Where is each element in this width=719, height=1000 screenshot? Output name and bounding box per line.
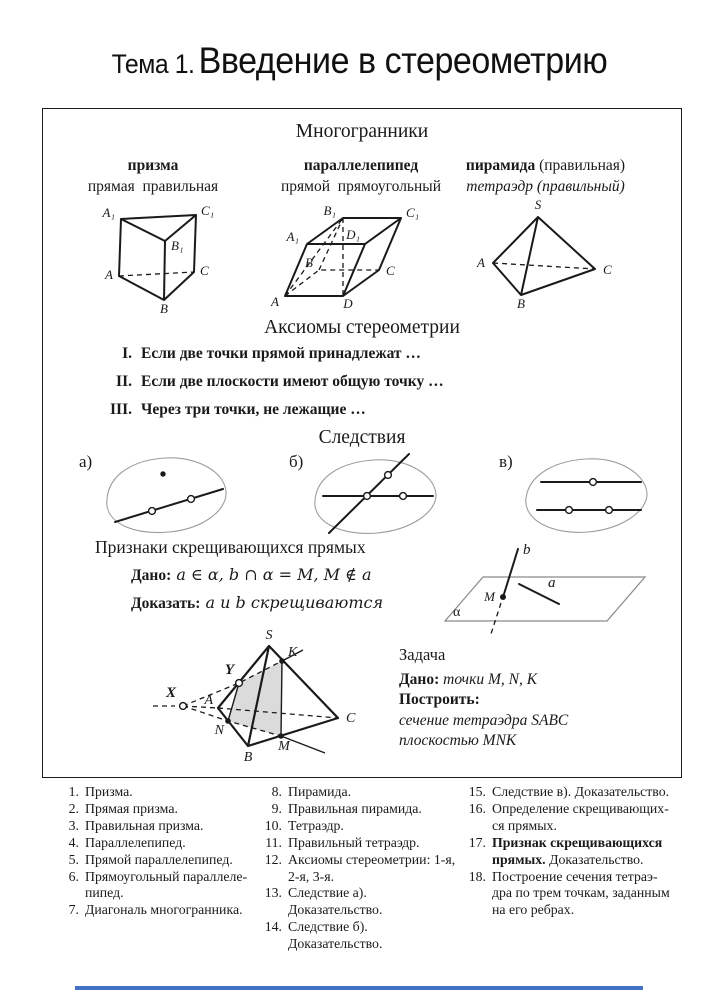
point-on-line bbox=[566, 507, 573, 514]
content-box bbox=[42, 108, 682, 778]
line-b-label: b bbox=[523, 542, 531, 558]
axiom-number: II. bbox=[116, 373, 132, 390]
point-label-k: K bbox=[288, 645, 298, 660]
intersection-point bbox=[364, 493, 371, 500]
corollary-b-figure bbox=[281, 443, 481, 545]
column-header-prism bbox=[58, 155, 248, 197]
skew-given bbox=[131, 565, 372, 585]
page-title-prefix: Тема 1. bbox=[111, 49, 195, 79]
parallelepiped-figure bbox=[269, 204, 429, 314]
list-item: 11. Правильный тетраэдр. bbox=[265, 834, 420, 850]
axiom-item bbox=[98, 345, 444, 373]
skew-prove bbox=[131, 593, 383, 613]
prism-subtitle: прямая правильная bbox=[87, 178, 219, 195]
point-x bbox=[180, 703, 187, 710]
task-given-text: точки M, N, K bbox=[439, 670, 538, 688]
vertex-label: D bbox=[343, 296, 353, 311]
point-label-y: Y bbox=[224, 662, 234, 678]
corollary-c bbox=[491, 443, 691, 545]
corollary-a-label: а) bbox=[79, 452, 93, 471]
vertex-label-a: A bbox=[204, 693, 213, 708]
parallelepiped-name: параллелепипед bbox=[303, 157, 419, 174]
skew-heading: Признаки скрещивающихся прямых bbox=[95, 537, 366, 557]
task-construct-label: Построить: bbox=[399, 691, 480, 708]
point-on-line bbox=[188, 496, 195, 503]
axiom-number: I. bbox=[122, 345, 132, 362]
section-plane-mnk bbox=[228, 661, 282, 736]
task-construct-line2: плоскостью MNK bbox=[399, 732, 517, 749]
axiom-text: Через три точки, не лежащие … bbox=[141, 401, 366, 418]
section-construction-figure bbox=[139, 629, 379, 774]
point-y bbox=[236, 680, 243, 687]
vertex-label-s: S bbox=[265, 628, 273, 643]
outline-column-2 bbox=[258, 784, 460, 953]
point-m-label: M bbox=[484, 589, 495, 604]
polyhedra-heading: Многогранники bbox=[295, 121, 429, 142]
vertex-label: B bbox=[517, 296, 525, 311]
point-m bbox=[278, 733, 284, 739]
column-header-parallelepiped bbox=[266, 155, 456, 197]
task-given-label: Дано: bbox=[399, 670, 440, 688]
prism-edges bbox=[119, 215, 196, 300]
footer-rule bbox=[75, 986, 643, 990]
task-heading: Задача bbox=[399, 645, 446, 664]
vertex-label: B bbox=[305, 255, 313, 270]
vertex-label: A₁ bbox=[286, 229, 299, 244]
page-title-main: Введение в стереометрию bbox=[198, 40, 608, 81]
list-item: 12. Аксиомы стереометрии: 1-я, 2-я, 3-я. bbox=[264, 851, 456, 884]
vertex-label: B₁ bbox=[171, 238, 184, 253]
pyramid-subtitle: тетраэдр (правильный) bbox=[466, 178, 625, 195]
prove-math: a и b скрещиваются bbox=[200, 593, 384, 612]
parallelepiped-subtitle: прямой прямоугольный bbox=[281, 178, 441, 195]
line-a-label: a bbox=[548, 575, 556, 591]
vertex-label: D₁ bbox=[346, 227, 360, 242]
outline-column-3 bbox=[462, 784, 670, 919]
vertex-label: A bbox=[477, 255, 485, 270]
prove-label: Доказать: bbox=[131, 595, 201, 612]
task-given bbox=[399, 670, 568, 691]
vertex-label: C₁ bbox=[201, 203, 215, 218]
line-b-below-plane bbox=[490, 603, 501, 637]
parallelepiped-hidden-edges bbox=[285, 218, 379, 296]
list-item: 3. Правильная призма. bbox=[68, 817, 204, 833]
corollaries-heading: Следствия bbox=[318, 427, 406, 448]
list-item: 13. Следствие а). Доказательство. bbox=[264, 885, 383, 918]
axiom-item bbox=[98, 373, 444, 401]
axioms-heading: Аксиомы стереометрии bbox=[264, 317, 460, 338]
line-b-above-plane bbox=[504, 549, 518, 594]
column-header-pyramid bbox=[448, 155, 643, 197]
vertex-label-c: C bbox=[346, 711, 356, 726]
list-item: 16. Определение скрещивающихся прямых. bbox=[468, 800, 669, 833]
plane-alpha bbox=[445, 577, 645, 621]
point-on-line bbox=[590, 479, 597, 486]
given-label: Дано: bbox=[131, 567, 172, 584]
corollary-b bbox=[281, 443, 481, 545]
list-item: 14. Следствие б). Доказательство. bbox=[264, 919, 383, 952]
vertex-label: B₁ bbox=[323, 203, 336, 218]
list-item: 5. Прямой параллелепипед. bbox=[68, 851, 233, 867]
list-item: 2. Прямая призма. bbox=[68, 800, 178, 816]
pyramid-name: пирамида (правильная) bbox=[465, 157, 626, 174]
prism-labels bbox=[102, 203, 215, 316]
vertex-label: A bbox=[271, 294, 279, 309]
list-item: 4. Параллелепипед. bbox=[68, 834, 186, 850]
corollary-c-figure bbox=[491, 443, 691, 545]
axiom-number: III. bbox=[110, 401, 132, 418]
pyramid-labels bbox=[476, 197, 612, 311]
point-on-line bbox=[400, 493, 407, 500]
list-item: 8. Пирамида. bbox=[271, 784, 352, 799]
list-item: 7. Диагональ многогранника. bbox=[68, 902, 243, 918]
point-on-line bbox=[149, 508, 156, 515]
plane-alpha-label: α bbox=[453, 605, 461, 620]
given-math: a ∈ α, b ∩ α = M, M ∉ a bbox=[171, 565, 372, 584]
task-block bbox=[399, 645, 568, 752]
vertex-label: A₁ bbox=[102, 205, 115, 220]
point-on-line bbox=[385, 472, 392, 479]
list-item: 1. Призма. bbox=[68, 784, 133, 799]
vertex-label: A bbox=[105, 267, 113, 282]
outline-column-1 bbox=[55, 784, 255, 919]
point-label-n: N bbox=[214, 723, 224, 738]
axiom-text: Если две точки прямой принадлежат … bbox=[141, 345, 421, 362]
point-dot bbox=[160, 471, 165, 476]
list-item: 10. Тетраэдр. bbox=[264, 817, 344, 833]
list-item: 18. Построение сечения тетраэдра по трем точкам, заданным на его ребрах. bbox=[468, 868, 670, 918]
list-item: 17. Признак скрещивающихся прямых. Доказательство. bbox=[462, 835, 670, 869]
vertex-label: C₁ bbox=[406, 205, 420, 220]
point-label-m: M bbox=[278, 739, 290, 754]
list-item-text: Признак скрещивающихся прямых. Доказательство. bbox=[492, 834, 663, 867]
point-label-x: X bbox=[165, 685, 176, 701]
prism-name: призма bbox=[127, 157, 179, 174]
axiom-item bbox=[98, 401, 444, 429]
plane-blob bbox=[526, 459, 647, 533]
list-item: 15. Следствие в). Доказательство. bbox=[468, 784, 670, 799]
line-in-plane bbox=[115, 489, 223, 522]
prism-figure bbox=[91, 201, 221, 316]
axioms-list bbox=[98, 345, 444, 429]
corollary-a-figure bbox=[71, 443, 271, 545]
vertex-label: S bbox=[534, 197, 542, 212]
vertex-label: C bbox=[200, 263, 209, 278]
vertex-label: C bbox=[386, 263, 395, 278]
axiom-text: Если две плоскости имеют общую точку … bbox=[141, 373, 444, 390]
plane-blob bbox=[107, 458, 226, 533]
vertex-label-b: B bbox=[243, 750, 253, 765]
vertex-label: B bbox=[160, 301, 168, 316]
corollary-b-label: б) bbox=[289, 452, 304, 471]
point-m bbox=[500, 594, 506, 600]
pyramid-edges bbox=[493, 217, 595, 295]
corollary-c-label: в) bbox=[499, 452, 513, 471]
point-k bbox=[279, 658, 285, 664]
skew-figure-labels bbox=[453, 542, 556, 620]
skew-lines-figure bbox=[431, 537, 661, 655]
corollary-a bbox=[71, 443, 271, 545]
vertex-label: C bbox=[603, 262, 612, 277]
task-construct-line1: сечение тетраэдра SABC bbox=[399, 711, 569, 729]
pyramid-figure bbox=[453, 197, 653, 309]
point-on-line bbox=[606, 507, 613, 514]
point-n bbox=[225, 718, 231, 724]
list-item: 6. Прямоугольный параллелепипед. bbox=[68, 868, 248, 901]
list-item: 9. Правильная пирамида. bbox=[271, 800, 422, 816]
page-title bbox=[29, 40, 690, 82]
